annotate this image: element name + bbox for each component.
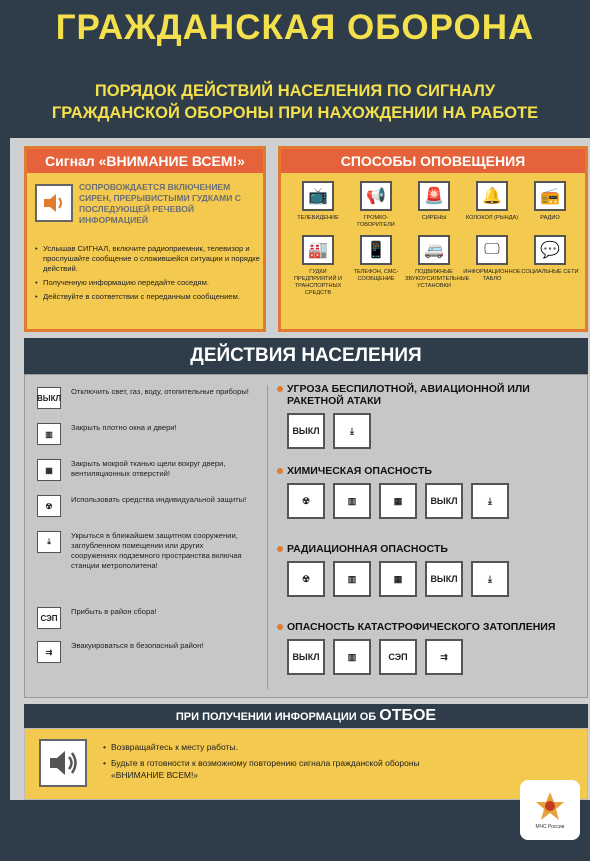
action-text: Прибыть в район сбора! — [71, 607, 157, 616]
action-text: Эвакуироваться в безопасный район! — [71, 641, 204, 650]
alert-methods-title: СПОСОБЫ ОПОВЕЩЕНИЯ — [281, 149, 585, 173]
logo-text: МЧС России — [535, 824, 565, 830]
threat-group — [277, 465, 577, 519]
shelter-icon: ⤓ — [333, 413, 371, 449]
list-item: • Будьте в готовности к возможному повторению сигнала гражданской обороны «ВНИМАНИЕ ВСЕМ!» — [103, 757, 463, 781]
action-item — [37, 459, 251, 481]
list-item: • Полученную информацию передайте соседям. — [35, 278, 263, 288]
threat-icons — [277, 483, 577, 519]
emblem-icon — [535, 790, 565, 822]
alert-method-label: ПОДВИЖНЫЕ ЗВУКОУСИЛИТЕЛЬНЫЕ УСТАНОВКИ — [405, 269, 470, 289]
alert-method-label: СИРЕНЫ — [421, 215, 447, 221]
threat-title: УГРОЗА БЕСПИЛОТНОЙ, АВИАЦИОННОЙ ИЛИ РАКЕТНОЙ АТАКИ — [277, 383, 577, 407]
mchs-logo — [520, 780, 580, 840]
action-item — [37, 423, 251, 445]
alert-method-label: ТЕЛЕФОН, СМС-СООБЩЕНИЕ — [353, 269, 399, 282]
threat-group — [277, 621, 577, 675]
alert-method — [463, 235, 521, 297]
wet-cloth-icon: ▦ — [379, 561, 417, 597]
gas-mask-icon: ☢ — [287, 561, 325, 597]
alert-method — [347, 181, 405, 229]
speaker-icon — [35, 184, 73, 222]
siren-icon: 🚨 — [418, 181, 450, 211]
window-close-icon: ▥ — [333, 639, 371, 675]
gas-mask-icon: ☢ — [287, 483, 325, 519]
wet-cloth-icon: ▦ — [379, 483, 417, 519]
alert-method — [347, 235, 405, 297]
radio-icon: 📻 — [534, 181, 566, 211]
signal-instructions — [35, 244, 263, 306]
alert-method-label: РАДИО — [540, 215, 560, 221]
action-text: Закрыть мокрой тканью щели вокруг двери, вентиляционных отверстий! — [71, 459, 226, 478]
alert-method-label: ИНФОРМАЦИОННОЕ ТАБЛО — [463, 269, 521, 282]
evacuation-icon: ⇉ — [37, 641, 61, 663]
list-item: • Действуйте в соответствии с переданным сообщением. — [35, 292, 263, 302]
window-close-icon: ▥ — [37, 423, 61, 445]
threat-icons — [277, 413, 577, 449]
bell-icon: 🔔 — [476, 181, 508, 211]
alert-method — [289, 235, 347, 297]
alert-method — [521, 235, 579, 297]
shelter-icon: ⤓ — [37, 531, 61, 553]
threat-title: ХИМИЧЕСКАЯ ОПАСНОСТЬ — [277, 465, 577, 477]
alert-methods-box — [278, 146, 588, 332]
action-text: Укрыться в ближайшем защитном сооружении, заглубленном помещении или других сооружениях подземного пространства включая станции метрополитена! — [71, 531, 242, 570]
factory-horn-icon: 🏭 — [302, 235, 334, 265]
page-title: ГРАЖДАНСКАЯ ОБОРОНА — [55, 8, 535, 47]
evacuation-icon: ⇉ — [425, 639, 463, 675]
actions-panel — [24, 374, 588, 698]
threat-title: РАДИАЦИОННАЯ ОПАСНОСТЬ — [277, 543, 577, 555]
window-close-icon: ▥ — [333, 561, 371, 597]
gas-mask-icon: ☢ — [37, 495, 61, 517]
subtitle-line-2: ГРАЖДАНСКОЙ ОБОРОНЫ ПРИ НАХОЖДЕНИИ НА РАБОТЕ — [51, 104, 539, 122]
window-close-icon: ▥ — [333, 483, 371, 519]
otboy-instructions — [103, 741, 463, 785]
divider — [267, 385, 268, 689]
header — [0, 0, 590, 138]
list-item: • Возвращайтесь к месту работы. — [103, 741, 463, 753]
footer — [0, 800, 590, 861]
power-off-icon: ВЫКЛ — [287, 639, 325, 675]
otboy-title-prefix: ПРИ ПОЛУЧЕНИИ ИНФОРМАЦИИ ОБ — [175, 711, 377, 723]
tv-icon: 📺 — [302, 181, 334, 211]
content-panel — [10, 138, 590, 800]
action-item — [37, 641, 251, 663]
threat-icons — [277, 639, 577, 675]
speaker-icon — [39, 739, 87, 787]
info-board-icon: 🖵 — [476, 235, 508, 265]
alert-method — [463, 181, 521, 229]
loudspeaker-icon: 📢 — [360, 181, 392, 211]
otboy-box — [24, 728, 588, 800]
action-item — [37, 607, 251, 629]
action-item — [37, 495, 251, 517]
wet-cloth-icon: ▦ — [37, 459, 61, 481]
list-item: • Услышав СИГНАЛ, включите радиоприемник, телевизор и прослушайте сообщение о сложившейся ситуации и порядке действий. — [35, 244, 263, 274]
action-text: Закрыть плотно окна и двери! — [71, 423, 177, 432]
alert-method-label: КОЛОКОЛ (РЫНДА) — [465, 215, 519, 221]
otboy-title — [24, 704, 588, 728]
sep-icon: СЭП — [379, 639, 417, 675]
threat-title: ОПАСНОСТЬ КАТАСТРОФИЧЕСКОГО ЗАТОПЛЕНИЯ — [277, 621, 577, 633]
alert-method — [521, 181, 579, 229]
power-off-icon: ВЫКЛ — [425, 561, 463, 597]
threat-group — [277, 383, 577, 449]
action-text: Отключить свет, газ, воду, отопительные приборы! — [71, 387, 249, 396]
power-off-icon: ВЫКЛ — [425, 483, 463, 519]
power-off-icon: ВЫКЛ — [37, 387, 61, 409]
alert-methods-grid — [289, 181, 585, 297]
subtitle-line-1: ПОРЯДОК ДЕЙСТВИЙ НАСЕЛЕНИЯ ПО СИГНАЛУ — [94, 82, 496, 100]
actions-title: ДЕЙСТВИЯ НАСЕЛЕНИЯ — [24, 338, 588, 374]
shelter-icon: ⤓ — [471, 483, 509, 519]
action-item — [37, 387, 251, 409]
alert-method-label: СОЦИАЛЬНЫЕ СЕТИ — [521, 269, 579, 275]
alert-method-label: ТЕЛЕВИДЕНИЕ — [297, 215, 339, 221]
alert-method — [289, 181, 347, 229]
threat-icons — [277, 561, 577, 597]
mobile-speaker-icon: 🚐 — [418, 235, 450, 265]
page-subtitle — [0, 80, 590, 124]
phone-icon: 📱 — [360, 235, 392, 265]
shelter-icon: ⤓ — [471, 561, 509, 597]
social-networks-icon: 💬 — [534, 235, 566, 265]
sep-icon: СЭП — [37, 607, 61, 629]
action-item — [37, 531, 251, 571]
alert-method — [405, 181, 463, 229]
threat-group — [277, 543, 577, 597]
alert-method-label: ГУДКИ ПРЕДПРИЯТИЙ И ТРАНСПОРТНЫХ СРЕДСТВ — [293, 269, 343, 296]
action-text: Использовать средства индивидуальной защиты! — [71, 495, 247, 504]
alert-method-label: ГРОМКО-ГОВОРИТЕЛИ — [357, 215, 395, 228]
alert-method — [405, 235, 470, 297]
otboy-title-word: ОТБОЕ — [379, 707, 437, 724]
signal-description: СОПРОВОЖДАЕТСЯ ВКЛЮЧЕНИЕМ СИРЕН, ПРЕРЫВИСТЫМИ ГУДКАМИ С ПОСЛЕДУЮЩЕЙ РЕЧЕВОЙ ИНФОРМАЦИЕЙ — [79, 182, 241, 225]
power-off-icon: ВЫКЛ — [287, 413, 325, 449]
signal-box — [24, 146, 266, 332]
signal-title: Сигнал «ВНИМАНИЕ ВСЕМ!» — [27, 149, 263, 173]
